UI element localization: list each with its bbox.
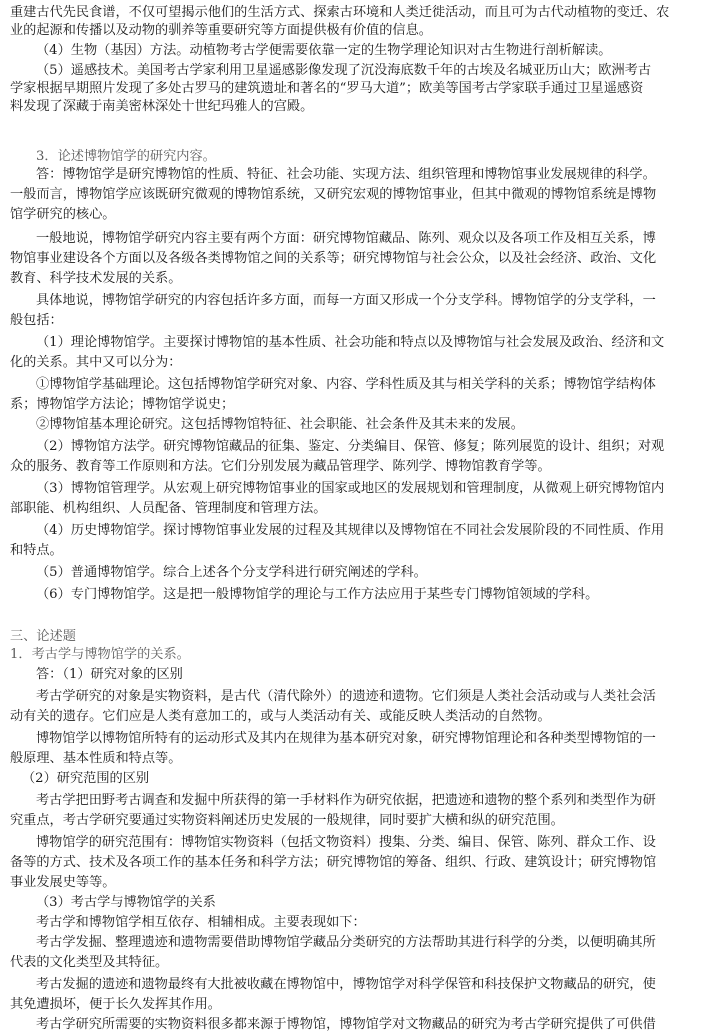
text-line: 料发现了深藏于南美密林深处十世纪玛雅人的宫殿。 xyxy=(10,99,314,114)
text-line: 动有关的遗存。它们应是人类有意加工的，或与人类活动有关、或能反映人类活动的自然物。 xyxy=(10,709,551,724)
text-line: （3）博物馆管理学。从宏观上研究博物馆事业的国家或地区的发展规划和管理制度，从微观上研究博物馆内 xyxy=(36,481,665,496)
text-line: 具体地说，博物馆学研究的内容包括许多方面，而每一方面又形成一个分支学科。博物馆学的分支学科，一 xyxy=(36,293,656,308)
text-line: （2）博物馆方法学。研究博物馆藏品的征集、鉴定、分类编目、保管、修复；陈列展览的设计、组织；对观 xyxy=(36,439,665,454)
question-heading: 3．论述博物馆学的研究内容。 xyxy=(36,149,216,164)
text-line: ①博物馆学基础理论。这包括博物馆学研究对象、内容、学科性质及其与相关学科的关系；博物馆学结构体 xyxy=(36,377,656,392)
text-line: 考古发掘的遗迹和遗物最终有大批被收藏在博物馆中，博物馆学对科学保管和科技保护文物藏品的研究，使 xyxy=(36,977,656,992)
text-line: 馆学研究的核心。 xyxy=(10,207,116,222)
text-line: 其免遭损坏，便于长久发挥其作用。 xyxy=(10,997,221,1012)
text-line: （3）考古学与博物馆学的关系 xyxy=(36,895,216,910)
text-line: 究重点，考古学研究要通过实物资料阐述历史发展的一般规律，同时要扩大横和纵的研究范围。 xyxy=(10,813,564,828)
text-line: 部职能、机构组织、人员配备、管理制度和管理方法。 xyxy=(10,501,327,516)
text-line: 物馆事业建设各个方面以及各级各类博物馆之间的关系等；研究博物馆与社会公众，以及社会经济、政治、文化 xyxy=(10,251,657,266)
text-line: 答：博物馆学是研究博物馆的性质、特征、社会功能、实现方法、组织管理和博物馆事业发展规律的科学。 xyxy=(36,167,656,182)
text-line: 答：（1）研究对象的区别 xyxy=(36,667,183,682)
text-line: ②博物馆基本理论研究。这包括博物馆特征、社会职能、社会条件及其未来的发展。 xyxy=(36,417,524,432)
text-line: 一般地说，博物馆学研究内容主要有两个方面：研究博物馆藏品、陈列、观众以及各项工作及相互关系，博 xyxy=(36,231,656,246)
text-line: 考古学研究的对象是实物资料，是古代（清代除外）的遗迹和遗物。它们须是人类社会活动或与人类社会活 xyxy=(36,689,656,704)
text-line: 博物馆学以博物馆所特有的运动形式及其内在规律为基本研究对象，研究博物馆理论和各种类型博物馆的一 xyxy=(36,731,656,746)
text-line: 一般而言，博物馆学应该既研究微观的博物馆系统，又研究宏观的博物馆事业，但其中微观的博物馆系统是博物 xyxy=(10,187,657,202)
text-line: 考古学把田野考古调查和发掘中所获得的第一手材料作为研究依据，把遗迹和遗物的整个系列和类型作为研 xyxy=(36,793,656,808)
text-line: （2）研究范围的区别 xyxy=(22,771,150,786)
question-heading: 1．考古学与博物馆学的关系。 xyxy=(10,647,190,662)
text-line: （4）历史博物馆学。探讨博物馆事业发展的过程及其规律以及博物馆在不同社会发展阶段的不同性质、作用 xyxy=(36,523,665,538)
text-line: （5）遥感技术。美国考古学家利用卫星遥感影像发现了沉没海底数千年的古埃及名城亚历山大；欧洲考古 xyxy=(36,63,652,78)
text-line: 备等的方式、技术及各项工作的基本任务和科学方法；研究博物馆的筹备、组织、行政、建筑设计；研究博物馆 xyxy=(10,855,657,870)
section-heading: 三、论述题 xyxy=(10,629,76,644)
text-line: 教育、科学技术发展的关系。 xyxy=(10,271,182,286)
text-line: 系；博物馆学方法论；博物馆学说史； xyxy=(10,397,235,412)
text-line: 和特点。 xyxy=(10,543,63,558)
text-line: （4）生物（基因）方法。动植物考古学便需要依靠一定的生物学理论知识对古生物进行剖析解读。 xyxy=(36,43,612,58)
text-line: 考古学研究所需要的实物资料很多都来源于博物馆，博物馆学对文物藏品的研究为考古学研究提供了可供借 xyxy=(36,1017,656,1032)
text-line: （1）理论博物馆学。主要探讨博物馆的基本性质、社会功能和特点以及博物馆与社会发展及政治、经济和文 xyxy=(36,335,665,350)
text-line: 般原理、基本性质和特点等。 xyxy=(10,751,182,766)
text-line: 学家根据早期照片发现了多处古罗马的建筑遗址和著名的“罗马大道”；欧美等国考古学家联手通过卫星遥感资 xyxy=(10,81,644,96)
text-line: 考古学和博物馆学相互依存、相辅相成。主要表现如下： xyxy=(36,915,366,930)
text-line: 众的服务、教育等工作原则和方法。它们分别发展为藏品管理学、陈列学、博物馆教育学等。 xyxy=(10,459,551,474)
text-line: 重建古代先民食谱，不仅可望揭示他们的生活方式、探索古环境和人类迁徙活动，而且可为古代动植物的变迁、农 xyxy=(10,5,670,20)
text-line: 博物馆学的研究范围有：博物馆实物资料（包括文物资料）搜集、分类、编目、保管、陈列、群众工作、设 xyxy=(36,835,656,850)
text-line: （5）普通博物馆学。综合上述各个分支学科进行研究阐述的学科。 xyxy=(36,565,427,580)
text-line: 代表的文化类型及其特征。 xyxy=(10,955,169,970)
text-line: 事业发展史等等。 xyxy=(10,875,116,890)
text-line: （6）专门博物馆学。这是把一般博物馆学的理论与工作方法应用于某些专门博物馆领域的学科。 xyxy=(36,587,599,602)
text-line: 考古学发掘、整理遗迹和遗物需要借助博物馆学藏品分类研究的方法帮助其进行科学的分类，以便明确其所 xyxy=(36,935,656,950)
text-line: 业的起源和传播以及动物的驯养等重要研究等方面提供极有价值的信息。 xyxy=(10,23,432,38)
text-line: 般包括： xyxy=(10,313,63,328)
text-line: 化的关系。其中又可以分为： xyxy=(10,355,182,370)
